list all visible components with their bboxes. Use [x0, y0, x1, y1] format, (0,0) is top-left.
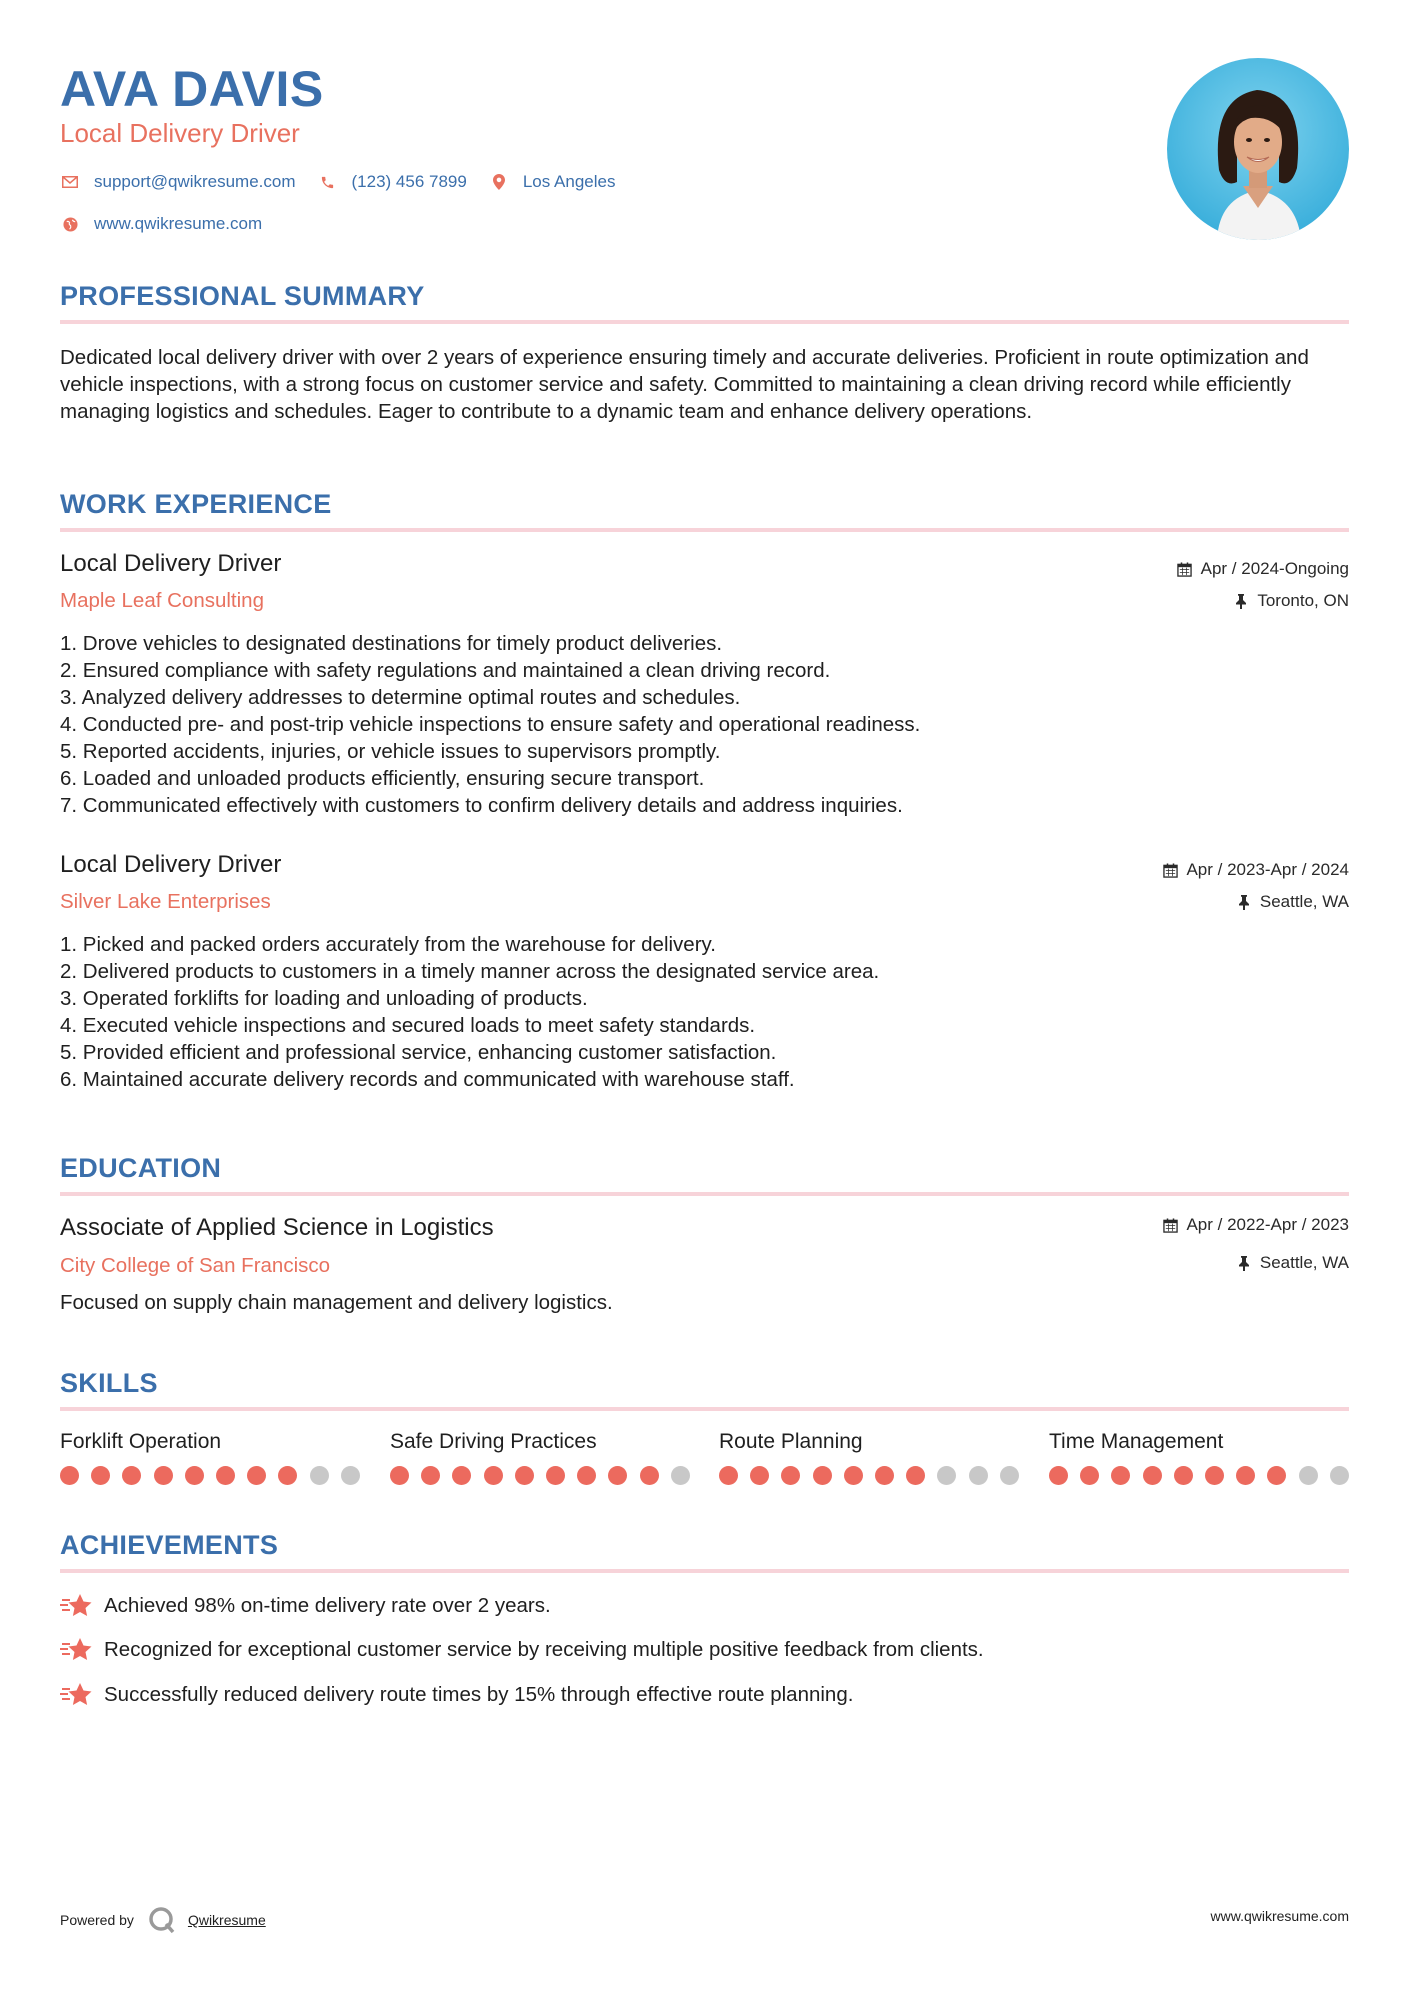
skill-name: Time Management — [1049, 1430, 1224, 1453]
rating-dot-empty — [969, 1466, 988, 1485]
rating-dot-filled — [484, 1466, 503, 1485]
summary-text: Dedicated local delivery driver with over 2 years of experience ensuring timely and accurate deliveries. Proficient in route optimization and vehicle inspections, with a strong focus on customer service and safety. Committed to maintaining a clean driving record while efficiently managing logistics and schedules. Eager to contribute to a dynamic team and enhance delivery operations. — [60, 346, 1309, 423]
rating-dot-filled — [546, 1466, 565, 1485]
qwikresume-link[interactable]: Qwikresume — [187, 1912, 266, 1928]
list-item: 3. Operated forklifts for loading and unloading of products. — [60, 987, 588, 1010]
rating-dot-filled — [390, 1466, 409, 1485]
education-dates-text: Apr / 2022-Apr / 2023 — [1186, 1215, 1349, 1234]
achievements-heading: ACHIEVEMENTS — [60, 1530, 279, 1560]
education-heading: EDUCATION — [60, 1153, 222, 1183]
education-location — [1236, 1253, 1349, 1273]
education-divider — [60, 1192, 1349, 1196]
rating-dot-filled — [1049, 1466, 1068, 1485]
achievement-item — [60, 1635, 984, 1665]
school-name: City College of San Francisco — [60, 1254, 331, 1277]
rating-dot-filled — [452, 1466, 471, 1485]
job-bullet-list — [60, 931, 879, 1093]
list-item: 6. Loaded and unloaded products efficiently, ensuring secure transport. — [60, 767, 705, 790]
skill-name: Route Planning — [719, 1430, 863, 1453]
achievement-item — [60, 1680, 853, 1710]
job-dates-text: Apr / 2023-Apr / 2024 — [1186, 860, 1349, 879]
powered-by-label: Powered by — [60, 1912, 134, 1928]
footer-url[interactable]: www.qwikresume.com — [1210, 1908, 1349, 1924]
rating-dot-empty — [341, 1466, 360, 1485]
job-company: Silver Lake Enterprises — [60, 890, 271, 913]
pushpin-icon — [1236, 894, 1252, 910]
summary-divider — [60, 320, 1349, 324]
skill-time-management — [1049, 1430, 1349, 1456]
job-bullet-list — [60, 630, 920, 819]
rating-dot-filled — [1205, 1466, 1224, 1485]
list-item: 2. Ensured compliance with safety regulations and maintained a clean driving record. — [60, 659, 831, 682]
education-description: Focused on supply chain management and delivery logistics. — [60, 1291, 613, 1314]
pushpin-icon — [1233, 593, 1249, 609]
pushpin-icon — [1236, 1255, 1252, 1271]
rating-dot-filled — [247, 1466, 266, 1485]
skills-divider — [60, 1407, 1349, 1411]
list-item: 1. Picked and packed orders accurately from the warehouse for delivery. — [60, 933, 716, 956]
skill-forklift-operation — [60, 1430, 360, 1456]
rating-dot-filled — [577, 1466, 596, 1485]
skill-name: Forklift Operation — [60, 1430, 222, 1453]
job-location — [1233, 591, 1349, 611]
achievements-divider — [60, 1569, 1349, 1573]
education-location-text: Seattle, WA — [1259, 1253, 1349, 1272]
website-link[interactable]: www.qwikresume.com — [94, 214, 263, 233]
rating-dot-empty — [1000, 1466, 1019, 1485]
achievement-text: Successfully reduced delivery route times by 15% through effective route planning. — [104, 1683, 854, 1706]
phone-number[interactable]: (123) 456 7899 — [351, 172, 467, 191]
rating-dot-filled — [813, 1466, 832, 1485]
rating-dot-empty — [1330, 1466, 1349, 1485]
job-dates — [1177, 559, 1349, 579]
education-dates — [1162, 1215, 1349, 1235]
list-item: 2. Delivered products to customers in a timely manner across the designated service area. — [60, 960, 880, 983]
rating-dot-filled — [60, 1466, 79, 1485]
candidate-name: AVA DAVIS — [60, 61, 324, 117]
location-pin-icon — [489, 172, 509, 192]
rating-dot-empty — [671, 1466, 690, 1485]
rating-dot-filled — [1174, 1466, 1193, 1485]
degree-title: Associate of Applied Science in Logistics — [60, 1214, 494, 1241]
rating-dot-empty — [310, 1466, 329, 1485]
experience-divider — [60, 528, 1349, 532]
rating-dot-filled — [122, 1466, 141, 1485]
job-location-text: Seattle, WA — [1259, 892, 1349, 911]
achievement-text: Achieved 98% on-time delivery rate over 2 years. — [104, 1594, 551, 1617]
rating-dot-filled — [278, 1466, 297, 1485]
rating-dot-filled — [1236, 1466, 1255, 1485]
rating-dot-filled — [154, 1466, 173, 1485]
location-text: Los Angeles — [522, 172, 616, 191]
job-location-text: Toronto, ON — [1257, 591, 1349, 610]
skill-rating — [719, 1466, 1031, 1485]
list-item: 5. Provided efficient and professional service, enhancing customer satisfaction. — [60, 1041, 777, 1064]
star-icon — [60, 1680, 94, 1710]
rating-dot-filled — [216, 1466, 235, 1485]
website-row — [60, 214, 284, 234]
profile-photo — [1167, 58, 1349, 240]
job-company: Maple Leaf Consulting — [60, 589, 264, 612]
job-dates-text: Apr / 2024-Ongoing — [1200, 559, 1349, 578]
footer — [60, 1900, 1349, 1930]
achievement-text: Recognized for exceptional customer service by receiving multiple positive feedback from clients. — [104, 1638, 984, 1661]
email-link[interactable]: support@qwikresume.com — [94, 172, 296, 191]
job-dates — [1162, 860, 1349, 880]
globe-icon — [60, 214, 80, 234]
achievement-item — [60, 1591, 551, 1621]
rating-dot-filled — [844, 1466, 863, 1485]
rating-dot-filled — [185, 1466, 204, 1485]
resume-page — [60, 0, 1349, 1990]
rating-dot-filled — [608, 1466, 627, 1485]
list-item: 4. Conducted pre- and post-trip vehicle inspections to ensure safety and operational readiness. — [60, 713, 921, 736]
rating-dot-filled — [1267, 1466, 1286, 1485]
job-title: Local Delivery Driver — [60, 851, 282, 878]
skill-safe-driving-practices — [390, 1430, 690, 1456]
rating-dot-filled — [906, 1466, 925, 1485]
list-item: 3. Analyzed delivery addresses to determine optimal routes and schedules. — [60, 686, 741, 709]
job-location — [1236, 892, 1349, 912]
calendar-icon — [1162, 1217, 1178, 1233]
skill-rating — [60, 1466, 372, 1485]
star-icon — [60, 1591, 94, 1621]
rating-dot-filled — [781, 1466, 800, 1485]
qwikresume-logo-icon — [148, 1906, 176, 1934]
contact-row — [60, 172, 637, 192]
summary-heading: PROFESSIONAL SUMMARY — [60, 281, 425, 311]
list-item: 7. Communicated effectively with customers to confirm delivery details and address inquiries. — [60, 794, 903, 817]
skill-route-planning — [719, 1430, 1019, 1456]
skills-heading: SKILLS — [60, 1368, 158, 1398]
calendar-icon — [1162, 862, 1178, 878]
list-item: 6. Maintained accurate delivery records and communicated with warehouse staff. — [60, 1068, 795, 1091]
skill-rating — [390, 1466, 702, 1485]
rating-dot-filled — [640, 1466, 659, 1485]
list-item: 5. Reported accidents, injuries, or vehicle issues to supervisors promptly. — [60, 740, 721, 763]
rating-dot-filled — [91, 1466, 110, 1485]
phone-icon — [318, 172, 338, 192]
rating-dot-empty — [937, 1466, 956, 1485]
rating-dot-filled — [875, 1466, 894, 1485]
rating-dot-filled — [1143, 1466, 1162, 1485]
email-icon — [60, 172, 80, 192]
rating-dot-filled — [515, 1466, 534, 1485]
list-item: 1. Drove vehicles to designated destinations for timely product deliveries. — [60, 632, 723, 655]
rating-dot-filled — [719, 1466, 738, 1485]
list-item: 4. Executed vehicle inspections and secured loads to meet safety standards. — [60, 1014, 756, 1037]
skill-name: Safe Driving Practices — [390, 1430, 597, 1453]
rating-dot-filled — [1080, 1466, 1099, 1485]
powered-by — [60, 1906, 266, 1934]
candidate-role: Local Delivery Driver — [60, 118, 300, 148]
rating-dot-filled — [1111, 1466, 1130, 1485]
rating-dot-filled — [750, 1466, 769, 1485]
rating-dot-empty — [1299, 1466, 1318, 1485]
rating-dot-filled — [421, 1466, 440, 1485]
skill-rating — [1049, 1466, 1361, 1485]
calendar-icon — [1177, 561, 1193, 577]
star-icon — [60, 1635, 94, 1665]
job-title: Local Delivery Driver — [60, 550, 282, 577]
experience-heading: WORK EXPERIENCE — [60, 489, 332, 519]
